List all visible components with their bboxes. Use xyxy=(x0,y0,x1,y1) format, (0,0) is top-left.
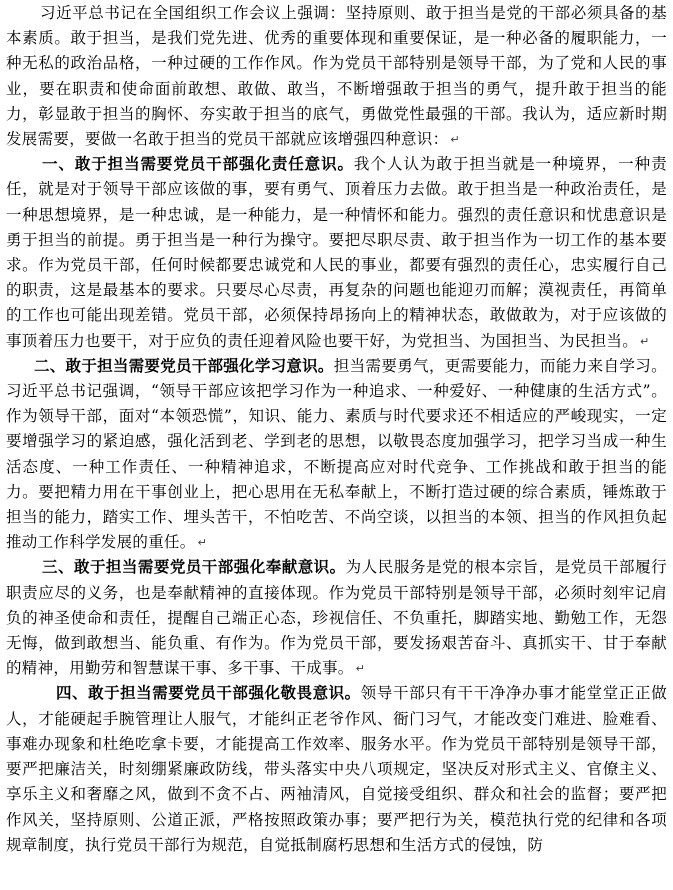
paragraph-return-mark: ↵ xyxy=(355,662,366,676)
paragraph-body: 我个人认为敢于担当就是一种境界，一种责任，就是对于领导干部应该做的事，要有勇气、顶着压力去做。敢于担当是一种政治责任，是一种思想境界，是一种忠诚，是一种能力，是一种情怀和能力。强烈的责任意识和忧患意识是勇于担当的前提。勇于担当是一种行为操守。要把尽职尽责、敢于担当作为一切工作的基本要求。作为党员干部，任何时候都要忠诚党和人民的事业，都要有强烈的责任心，忠实履行自己的职责，这是最基本的要求。只要尽心尽责，再复杂的问题也能迎刃而解；漠视责任，再简单的工作也可能出现差错。党员干部，必须保持昂扬向上的精神状态，敢做敢为，对于应该做的事顶着压力也要干，对于应负的责任迎着风险也要干好，为党担当、为国担当、为民担当。 xyxy=(6,155,667,350)
intro-paragraph xyxy=(6,0,667,152)
paragraph-body: 领导干部只有干干净净办事才能堂堂正正做人，才能硬起手腕管理让人服气，才能纠正老爷作风、衙门习气，才能改变门难进、脸难看、事难办现象和杜绝吃拿卡要，才能提高工作效率、服务水平。作为党员干部特别是领导干部，要严把廉洁关，时刻绷紧廉政防线，带头落实中央八项规定，坚决反对形式主义、官僚主义、享乐主义和奢靡之风，做到不贪不占、两袖清风，自觉接受组织、群众和社会的监督；要严把作风关，坚持原则、公道正派，严格按照政策办事；要严把行为关，模范执行党的纪律和各项规章制度，执行党员干部行为规范，自觉抵制腐朽思想和生活方式的侵蚀，防 xyxy=(6,684,667,854)
section-heading: 二、敢于担当需要党员干部强化学习意识。 xyxy=(34,356,334,375)
paragraph-return-mark: ↵ xyxy=(640,334,650,348)
section-heading: 四、敢于担当需要党员干部强化敬畏意识。 xyxy=(56,684,361,703)
paragraph-return-mark: ↵ xyxy=(450,133,460,147)
section-responsibility xyxy=(6,152,667,354)
paragraph-return-mark: ↵ xyxy=(197,536,208,550)
paragraph-body: 担当需要勇气，更需要能力，而能力来自学习。习近平总书记强调，“领导干部应该把学习作为一种追求、一种爱好、一种健康的生活方式”。作为领导干部，面对“本领恐慌”，知识、能力、素质与时代要求还不相适应的严峻现实，一定要增强学习的紧迫感，强化活到老、学到老的思想，以敬畏态度加强学习，把学习当成一种生活态度、一种工作责任、一种精神追求，不断提高应对时代竞争、工作挑战和敢于担当的能力。要把精力用在干事创业上，把心思用在无私奉献上，不断打造过硬的综合素质，锤炼敢于担当的能力，踏实工作、埋头苦干，不怕吃苦、不尚空谈，以担当的本领、担当的作风担负起推动工作科学发展的重任。 xyxy=(6,356,667,552)
section-reverence xyxy=(6,681,667,857)
paragraph-body: 为人民服务是党的根本宗旨，是党员干部履行职责应尽的义务，也是奉献精神的直接体现。作为党员干部特别是领导干部，必须时刻牢记肩负的神圣使命和责任，提醒自己端正心态，珍视信任、不负重托，脚踏实地、勤勉工作，无怨无悔，做到敢想当、能负重、有作为。作为党员干部，要发扬艰苦奋斗、真抓实干、甘于奉献的精神，用勤劳和智慧谋干事、多干事、干成事。 xyxy=(6,558,667,678)
section-heading: 三、敢于担当需要党员干部强化奉献意识。 xyxy=(42,558,346,577)
paragraph-body: 习近平总书记在全国组织工作会议上强调：坚持原则、敢于担当是党的干部必须具备的基本素质。敢于担当，是我们党先进、优秀的重要体现和重要保证，是一种必备的履职能力，一种无私的政治品格，一种过硬的工作作风。作为党员干部特别是领导干部，为了党和人民的事业，要在职责和使命面前敢想、敢做、敢当，不断增强敢于担当的勇气，提升敢于担当的能力，彰显敢于担当的胸怀、夯实敢于担当的底气，勇做党性最强的干部。我认为，适应新时期发展需要，要做一名敢于担当的党员干部就应该增强四种意识： xyxy=(6,4,667,149)
section-learning xyxy=(6,354,667,556)
section-dedication xyxy=(6,555,667,681)
section-heading: 一、敢于担当需要党员干部强化责任意识。 xyxy=(42,155,354,174)
